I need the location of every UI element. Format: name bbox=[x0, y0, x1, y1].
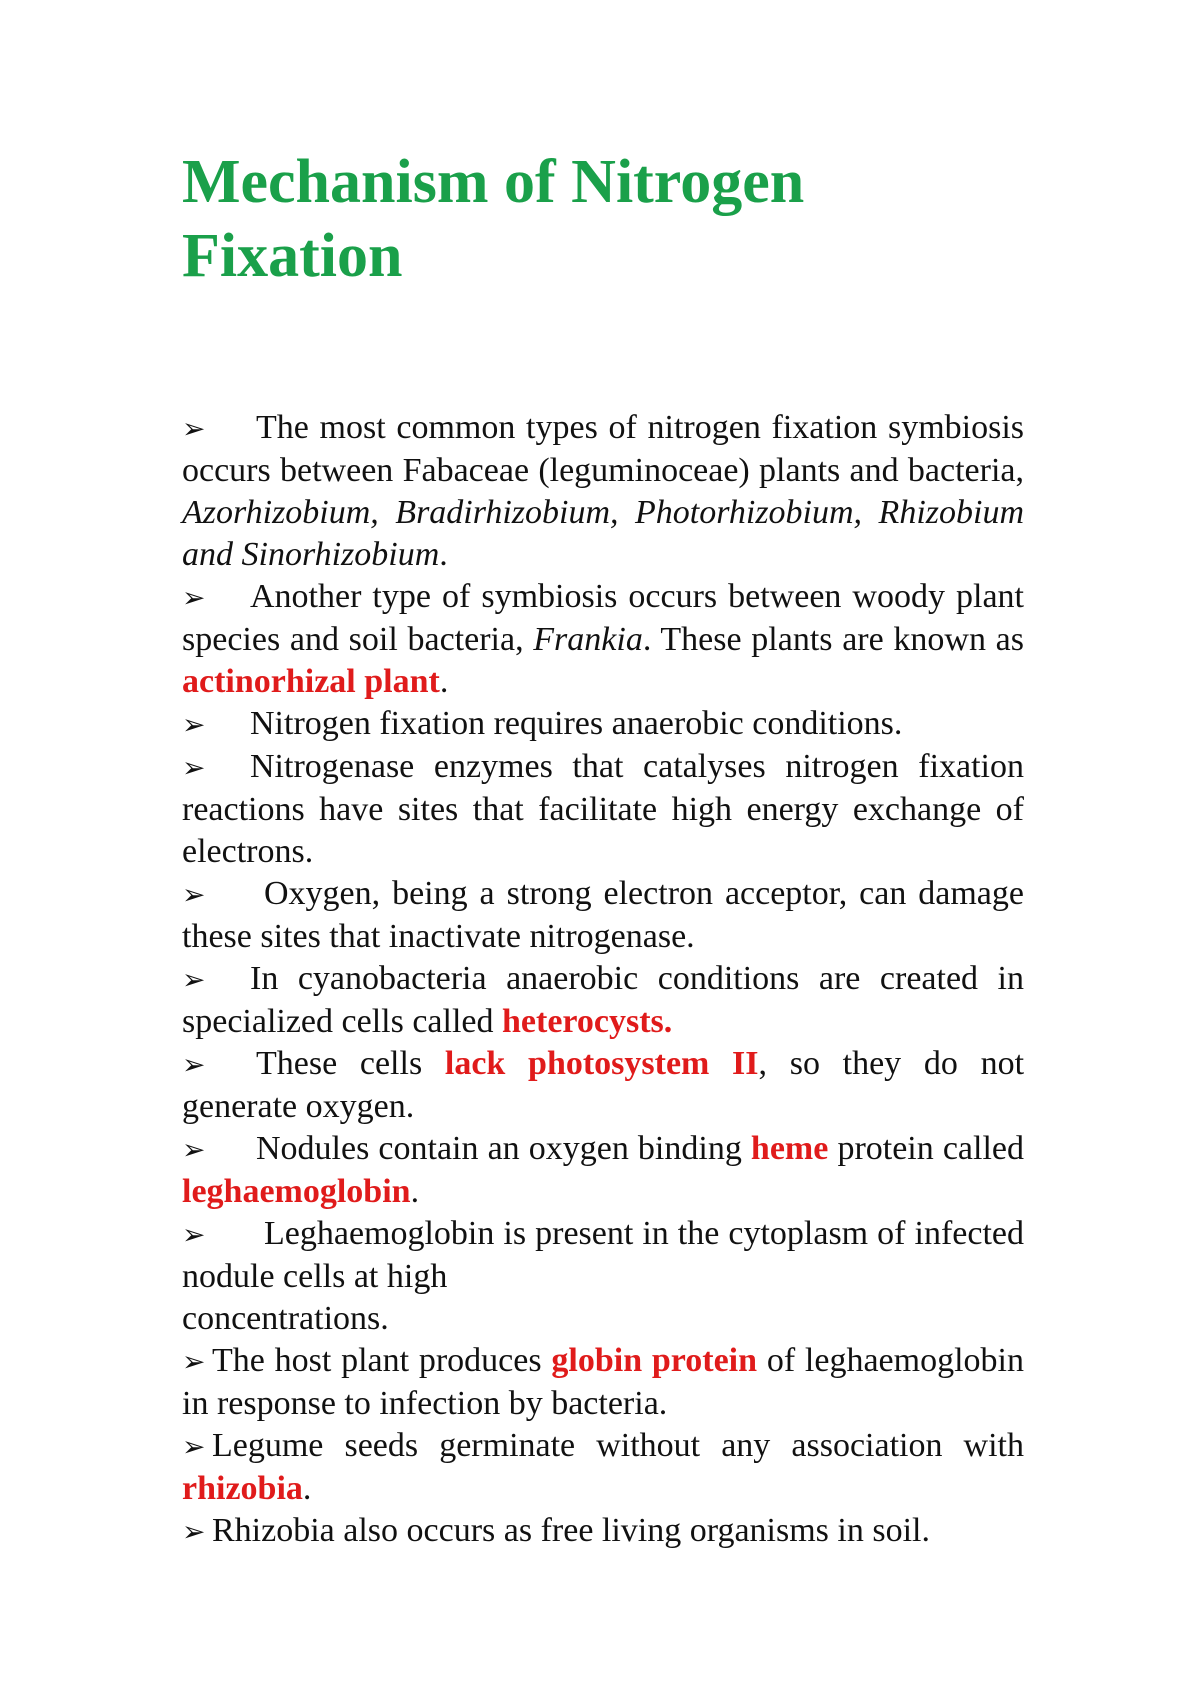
highlight-term: heterocysts. bbox=[502, 1003, 673, 1040]
arrow-bullet-icon: ➢ bbox=[182, 1048, 206, 1081]
bullet-text: In cyanobacteria anaerobic conditions are created in specialized cells called bbox=[182, 960, 1024, 1040]
highlight-term: leghaemoglobin bbox=[182, 1173, 411, 1210]
bullet-text: Oxygen, being a strong electron acceptor, can damage these sites that inactivate nitrogenase. bbox=[182, 875, 1024, 955]
bacteria-genus: Frankia bbox=[533, 621, 643, 658]
bullet-item bbox=[182, 873, 1024, 958]
bullet-item: ➢ The host plant produces globin protein of leghaemoglobin in response to infection by bacteria. bbox=[182, 1342, 1024, 1422]
page-title bbox=[182, 145, 1082, 293]
arrow-bullet-icon: ➢ bbox=[182, 581, 206, 614]
arrow-bullet-icon: ➢ bbox=[182, 751, 206, 784]
bullet-text: Rhizobia also occurs as free living organisms in soil. bbox=[212, 1512, 930, 1549]
arrow-bullet-icon: ➢ bbox=[182, 1515, 206, 1548]
bullet-item: ➢ Another type of symbiosis occurs between woody plant species and soil bacteria, Frankia. These plants are known as actinorhizal plant. bbox=[182, 578, 1024, 700]
highlight-term: actinorhizal plant bbox=[182, 663, 440, 700]
highlight-term: heme bbox=[750, 1130, 829, 1167]
arrow-bullet-icon: ➢ bbox=[182, 1133, 206, 1166]
bullet-item: ➢ These cells lack photosystem II, so they do not generate oxygen. bbox=[182, 1045, 1025, 1125]
bullet-text: Leghaemoglobin is present in the cytoplasm of infected nodule cells at high bbox=[182, 1215, 1024, 1295]
bullet-text: Another type of symbiosis occurs between woody plant species and soil bacteria, bbox=[182, 578, 1024, 658]
bullet-text: These cells bbox=[256, 1045, 423, 1082]
arrow-bullet-icon: ➢ bbox=[182, 1430, 206, 1463]
arrow-bullet-icon: ➢ bbox=[182, 708, 206, 741]
highlight-term: globin protein bbox=[551, 1342, 758, 1379]
bullet-text-continuation: concentrations. bbox=[182, 1300, 389, 1337]
arrow-bullet-icon: ➢ bbox=[182, 412, 206, 445]
title-line-1: Mechanism of Nitrogen bbox=[182, 148, 805, 216]
bullet-item: ➢ Nodules contain an oxygen binding heme protein called leghaemoglobin. bbox=[182, 1130, 1024, 1210]
bullet-text: Nitrogenase enzymes that catalyses nitrogen fixation reactions have sites that facilitate high energy exchange of electrons. bbox=[182, 748, 1024, 870]
bullet-text: Nitrogen fixation requires anaerobic conditions. bbox=[250, 705, 903, 742]
bullet-text: Nodules contain an oxygen binding bbox=[256, 1130, 742, 1167]
bullet-item: ➢ Legume seeds germinate without any association with rhizobia. bbox=[182, 1427, 1024, 1507]
arrow-bullet-icon: ➢ bbox=[182, 963, 206, 996]
bullet-item bbox=[182, 1213, 1024, 1340]
arrow-bullet-icon: ➢ bbox=[182, 878, 206, 911]
bullet-item bbox=[182, 703, 1024, 746]
bullet-text: The host plant produces bbox=[212, 1342, 542, 1379]
bullet-list bbox=[182, 407, 1024, 1553]
title-line-2: Fixation bbox=[182, 222, 403, 290]
bullet-item bbox=[182, 1510, 1024, 1553]
bacteria-genus-list: Azorhizobium, Bradirhizobium, Photorhizobium, Rhizobium and Sinorhizobium bbox=[182, 494, 1024, 573]
arrow-bullet-icon: ➢ bbox=[182, 1345, 206, 1378]
bullet-item bbox=[182, 746, 1024, 873]
bullet-text: The most common types of nitrogen fixation symbiosis occurs between Fabaceae (leguminoceae) plants and bacteria, bbox=[182, 409, 1024, 489]
bullet-item bbox=[182, 958, 1024, 1043]
highlight-term: rhizobia bbox=[182, 1470, 303, 1507]
highlight-term: lack photosystem II bbox=[444, 1045, 759, 1082]
bullet-text: Legume seeds germinate without any association with bbox=[212, 1427, 1024, 1464]
arrow-bullet-icon: ➢ bbox=[182, 1218, 206, 1251]
bullet-item: ➢ The most common types of nitrogen fixation symbiosis occurs between Fabaceae (leguminoceae) plants and bacteria, Azorhizobium, Bradirhizobium, Photorhizobium, Rhizobium and Sinorhizobium. bbox=[182, 409, 1024, 573]
